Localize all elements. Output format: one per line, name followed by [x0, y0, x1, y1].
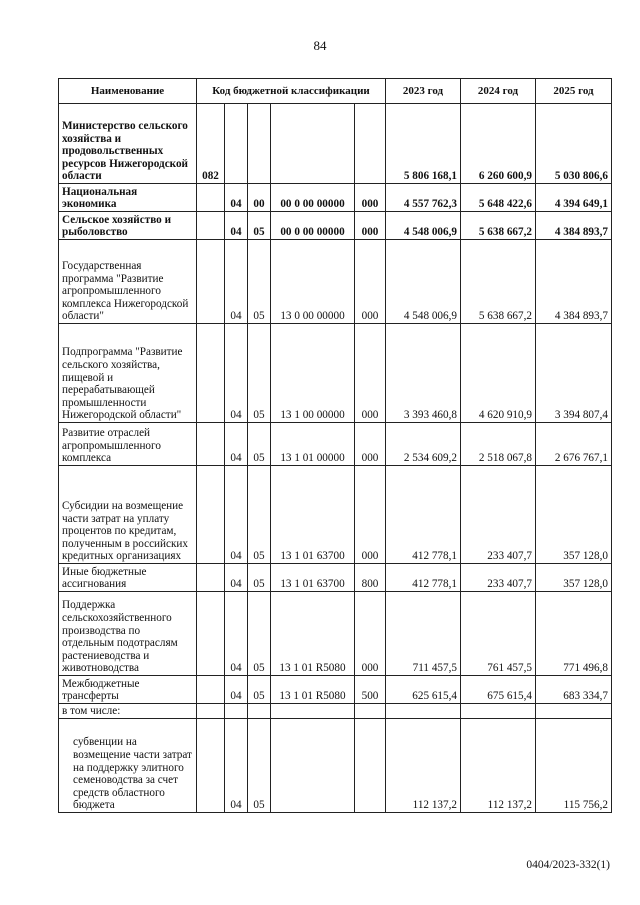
row-2025: 4 394 649,1	[536, 184, 612, 212]
row-2025: 2 676 767,1	[536, 423, 612, 466]
row-2025: 115 756,2	[536, 719, 612, 813]
row-gr	[197, 676, 225, 704]
row-pr: 05	[248, 240, 271, 324]
table-row	[59, 704, 612, 719]
row-name: Подпрограмма "Развитие сельского хозяйства, пищевой и перерабатывающей промышленности Нижегородской области"	[59, 324, 197, 423]
row-gr	[197, 212, 225, 240]
row-pr	[248, 704, 271, 719]
row-2024: 4 620 910,9	[461, 324, 536, 423]
row-2024: 2 518 067,8	[461, 423, 536, 466]
row-2024: 761 457,5	[461, 592, 536, 676]
row-2023: 625 615,4	[386, 676, 461, 704]
row-name: Национальная экономика	[59, 184, 197, 212]
row-vr: 000	[355, 324, 386, 423]
row-rz: 04	[225, 719, 248, 813]
row-cs: 13 1 01 63700	[271, 466, 355, 564]
row-gr	[197, 592, 225, 676]
row-2025: 771 496,8	[536, 592, 612, 676]
row-cs: 13 1 01 63700	[271, 564, 355, 592]
row-2023: 412 778,1	[386, 564, 461, 592]
row-pr: 05	[248, 676, 271, 704]
row-2023: 2 534 609,2	[386, 423, 461, 466]
row-2024: 6 260 600,9	[461, 104, 536, 184]
table-row	[59, 324, 612, 423]
row-pr: 05	[248, 324, 271, 423]
row-2024	[461, 704, 536, 719]
row-cs: 13 1 01 00000	[271, 423, 355, 466]
row-vr	[355, 719, 386, 813]
row-name: в том числе:	[59, 704, 197, 719]
table-row	[59, 466, 612, 564]
row-vr	[355, 104, 386, 184]
row-name: Иные бюджетные ассигнования	[59, 564, 197, 592]
header-code: Код бюджетной классификации	[197, 79, 386, 104]
row-cs	[271, 104, 355, 184]
row-2025: 683 334,7	[536, 676, 612, 704]
row-gr	[197, 240, 225, 324]
header-2023: 2023 год	[386, 79, 461, 104]
row-gr	[197, 564, 225, 592]
header-2025: 2025 год	[536, 79, 612, 104]
row-2023: 112 137,2	[386, 719, 461, 813]
row-gr: 082	[197, 104, 225, 184]
row-2023: 711 457,5	[386, 592, 461, 676]
row-vr	[355, 704, 386, 719]
table-row	[59, 423, 612, 466]
row-rz: 04	[225, 423, 248, 466]
table-row	[59, 212, 612, 240]
row-vr: 000	[355, 423, 386, 466]
row-vr: 800	[355, 564, 386, 592]
row-2025: 357 128,0	[536, 564, 612, 592]
row-2024: 233 407,7	[461, 564, 536, 592]
header-name: Наименование	[59, 79, 197, 104]
row-rz	[225, 704, 248, 719]
row-name: Межбюджетные трансферты	[59, 676, 197, 704]
header-row	[59, 79, 612, 104]
row-vr: 000	[355, 592, 386, 676]
row-pr: 05	[248, 564, 271, 592]
row-name: Государственная программа "Развитие агропромышленного комплекса Нижегородской области"	[59, 240, 197, 324]
row-2024: 112 137,2	[461, 719, 536, 813]
row-vr: 000	[355, 212, 386, 240]
row-pr: 05	[248, 592, 271, 676]
row-pr: 00	[248, 184, 271, 212]
row-rz: 04	[225, 592, 248, 676]
row-pr: 05	[248, 212, 271, 240]
row-cs	[271, 719, 355, 813]
row-2023: 4 548 006,9	[386, 240, 461, 324]
row-name: Развитие отраслей агропромышленного комплекса	[59, 423, 197, 466]
row-cs: 00 0 00 00000	[271, 184, 355, 212]
row-rz: 04	[225, 212, 248, 240]
row-cs: 13 1 01 R5080	[271, 676, 355, 704]
row-gr	[197, 719, 225, 813]
row-cs: 13 1 01 R5080	[271, 592, 355, 676]
row-2023: 3 393 460,8	[386, 324, 461, 423]
row-2023	[386, 704, 461, 719]
row-cs: 13 1 00 00000	[271, 324, 355, 423]
row-2024: 5 648 422,6	[461, 184, 536, 212]
row-rz: 04	[225, 564, 248, 592]
row-pr	[248, 104, 271, 184]
row-gr	[197, 184, 225, 212]
row-2024: 5 638 667,2	[461, 212, 536, 240]
row-name: Поддержка сельскохозяйственного производства по отдельным подотраслям растениеводства и животноводства	[59, 592, 197, 676]
row-2024: 233 407,7	[461, 466, 536, 564]
row-vr: 000	[355, 240, 386, 324]
row-gr	[197, 466, 225, 564]
row-vr: 500	[355, 676, 386, 704]
row-cs: 00 0 00 00000	[271, 212, 355, 240]
row-2025: 4 384 893,7	[536, 212, 612, 240]
row-cs	[271, 704, 355, 719]
row-pr: 05	[248, 423, 271, 466]
row-vr: 000	[355, 184, 386, 212]
row-gr	[197, 704, 225, 719]
row-rz: 04	[225, 676, 248, 704]
row-vr: 000	[355, 466, 386, 564]
row-rz: 04	[225, 184, 248, 212]
table-row	[59, 240, 612, 324]
row-pr: 05	[248, 719, 271, 813]
table-row	[59, 676, 612, 704]
row-name: субвенции на возмещение части затрат на поддержку элитного семеноводства за счет средств областного бюджета	[59, 719, 197, 813]
row-2025: 4 384 893,7	[536, 240, 612, 324]
row-gr	[197, 423, 225, 466]
header-2024: 2024 год	[461, 79, 536, 104]
row-2025: 3 394 807,4	[536, 324, 612, 423]
table-row	[59, 719, 612, 813]
row-2023: 412 778,1	[386, 466, 461, 564]
row-gr	[197, 324, 225, 423]
row-2024: 675 615,4	[461, 676, 536, 704]
row-rz	[225, 104, 248, 184]
row-rz: 04	[225, 466, 248, 564]
table-row	[59, 184, 612, 212]
budget-table	[58, 78, 612, 813]
row-2023: 5 806 168,1	[386, 104, 461, 184]
row-2024: 5 638 667,2	[461, 240, 536, 324]
row-name: Министерство сельского хозяйства и продовольственных ресурсов Нижегородской области	[59, 104, 197, 184]
row-2023: 4 557 762,3	[386, 184, 461, 212]
row-pr: 05	[248, 466, 271, 564]
table-row	[59, 592, 612, 676]
row-rz: 04	[225, 240, 248, 324]
row-2023: 4 548 006,9	[386, 212, 461, 240]
document-code: 0404/2023-332(1)	[526, 859, 610, 871]
row-2025: 357 128,0	[536, 466, 612, 564]
row-name: Субсидии на возмещение части затрат на уплату процентов по кредитам, полученным в российских кредитных организациях	[59, 466, 197, 564]
row-2025: 5 030 806,6	[536, 104, 612, 184]
row-rz: 04	[225, 324, 248, 423]
row-cs: 13 0 00 00000	[271, 240, 355, 324]
row-2025	[536, 704, 612, 719]
page-number: 84	[313, 38, 327, 53]
table-row	[59, 564, 612, 592]
table-row	[59, 104, 612, 184]
row-name: Сельское хозяйство и рыболовство	[59, 212, 197, 240]
